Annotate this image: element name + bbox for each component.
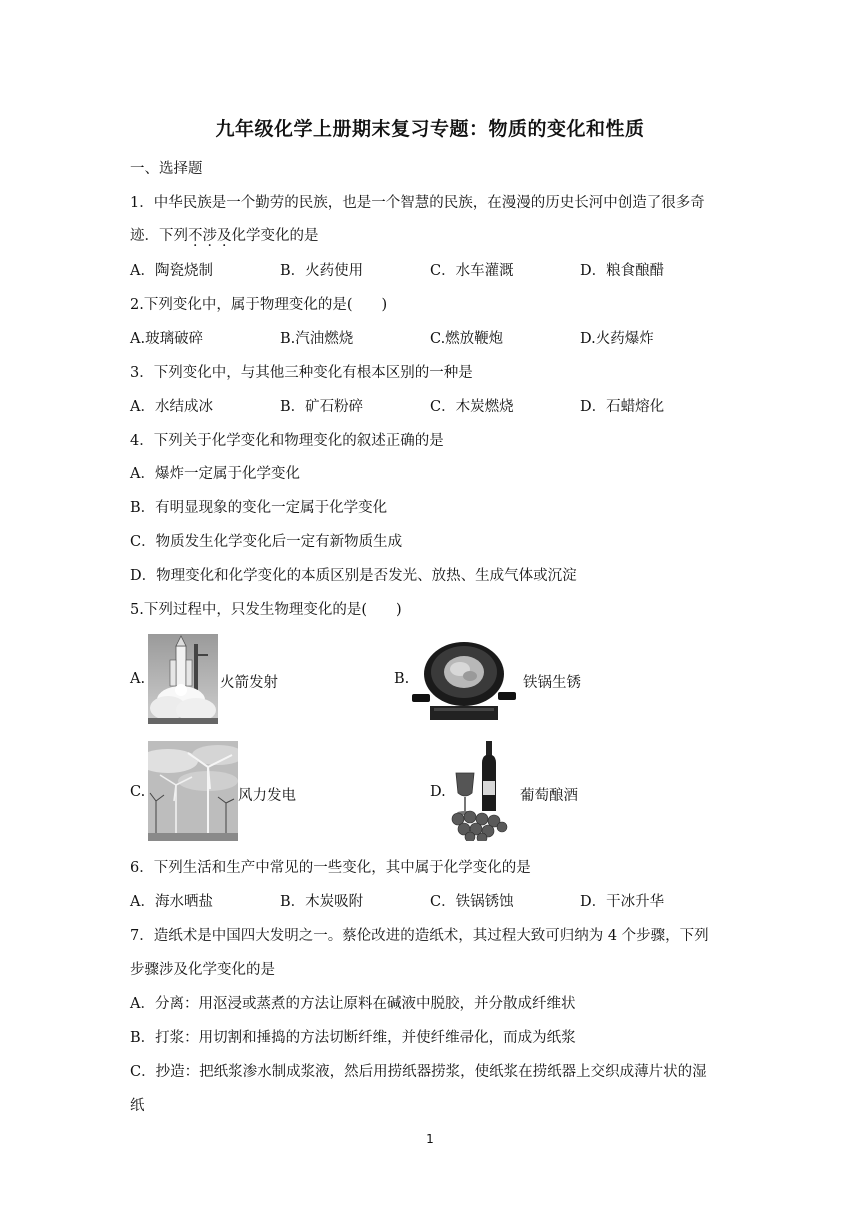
rocket-launch-photo bbox=[148, 634, 218, 724]
q1-option-d: D．粮食酿醋 bbox=[580, 263, 665, 279]
q7-stem-line2: 步骤涉及化学变化的是 bbox=[130, 962, 275, 978]
q2-option-b: B.汽油燃烧 bbox=[280, 331, 354, 347]
q5-option-b-label: 铁锅生锈 bbox=[523, 675, 581, 691]
q5-stem: 5.下列过程中，只发生物理变化的是( ) bbox=[130, 602, 402, 618]
q6-option-c: C．铁锅锈蚀 bbox=[430, 894, 514, 910]
q6-option-b: B．木炭吸附 bbox=[280, 894, 364, 910]
emphasis-char: 不 bbox=[188, 228, 203, 244]
q7-option-a: A．分离：用沤浸或蒸煮的方法让原料在碱液中脱胶，并分散成纤维状 bbox=[130, 996, 576, 1012]
q4-option-b: B．有明显现象的变化一定属于化学变化 bbox=[130, 500, 388, 516]
q5-option-c-letter: C. bbox=[130, 784, 146, 800]
q7-option-b: B．打浆：用切割和捶捣的方法切断纤维，并使纤维帚化，而成为纸浆 bbox=[130, 1030, 576, 1046]
page-number: 1 bbox=[426, 1132, 434, 1146]
q7-option-c-line1: C．抄造：把纸浆渗水制成浆液，然后用捞纸器捞浆，使纸浆在捞纸器上交织成薄片状的湿 bbox=[130, 1064, 707, 1080]
iron-wok-photo bbox=[410, 634, 518, 722]
q4-option-c: C．物质发生化学变化后一定有新物质生成 bbox=[130, 534, 403, 550]
q3-option-a: A．水结成冰 bbox=[130, 399, 213, 415]
q6-option-a: A．海水晒盐 bbox=[130, 894, 213, 910]
q5-option-c-label: 风力发电 bbox=[238, 788, 296, 804]
q7-option-c-line2: 纸 bbox=[130, 1098, 145, 1114]
wine-and-grapes-photo bbox=[446, 741, 516, 841]
q1-option-c: C．水车灌溉 bbox=[430, 263, 514, 279]
q2-option-a: A.玻璃破碎 bbox=[130, 331, 204, 347]
emphasis-char: 及 bbox=[217, 228, 232, 244]
q1-stem-line2 bbox=[130, 224, 319, 245]
q4-option-a: A．爆炸一定属于化学变化 bbox=[130, 466, 300, 482]
q7-stem-line1: 7．造纸术是中国四大发明之一。蔡伦改进的造纸术，其过程大致可归纳为 4 个步骤，下列 bbox=[130, 928, 709, 944]
q2-option-d: D.火药爆炸 bbox=[580, 331, 654, 347]
q1-option-a: A．陶瓷烧制 bbox=[130, 263, 213, 279]
q2-stem: 2.下列变化中，属于物理变化的是( ) bbox=[130, 297, 388, 313]
section-heading: 一、选择题 bbox=[130, 161, 203, 177]
q3-stem: 3．下列变化中，与其他三种变化有根本区别的一种是 bbox=[130, 365, 473, 381]
q1-stem-pre: 迹．下列 bbox=[130, 228, 188, 244]
q4-stem: 4．下列关于化学变化和物理变化的叙述正确的是 bbox=[130, 433, 444, 449]
q6-stem: 6．下列生活和生产中常见的一些变化，其中属于化学变化的是 bbox=[130, 860, 531, 876]
emphasis-char: 涉 bbox=[202, 228, 217, 244]
q5-option-d-label: 葡萄酿酒 bbox=[520, 788, 578, 804]
q2-option-c: C.燃放鞭炮 bbox=[430, 331, 504, 347]
q3-option-c: C．木炭燃烧 bbox=[430, 399, 514, 415]
q1-option-b: B．火药使用 bbox=[280, 263, 364, 279]
q3-option-d: D．石蜡熔化 bbox=[580, 399, 665, 415]
q1-stem-post: 化学变化的是 bbox=[231, 228, 319, 244]
q5-option-d-letter: D. bbox=[430, 784, 446, 800]
q4-option-d: D．物理变化和化学变化的本质区别是否发光、放热、生成气体或沉淀 bbox=[130, 568, 577, 584]
q5-option-a-label: 火箭发射 bbox=[220, 675, 278, 691]
q5-option-a-letter: A. bbox=[130, 671, 146, 687]
page-title: 九年级化学上册期末复习专题：物质的变化和性质 bbox=[215, 118, 645, 140]
wind-turbines-photo bbox=[148, 741, 238, 841]
q3-option-b: B．矿石粉碎 bbox=[280, 399, 364, 415]
q1-stem-line1: 1．中华民族是一个勤劳的民族，也是一个智慧的民族，在漫漫的历史长河中创造了很多奇 bbox=[130, 195, 705, 211]
q5-option-b-letter: B. bbox=[394, 671, 410, 687]
q6-option-d: D．干冰升华 bbox=[580, 894, 665, 910]
